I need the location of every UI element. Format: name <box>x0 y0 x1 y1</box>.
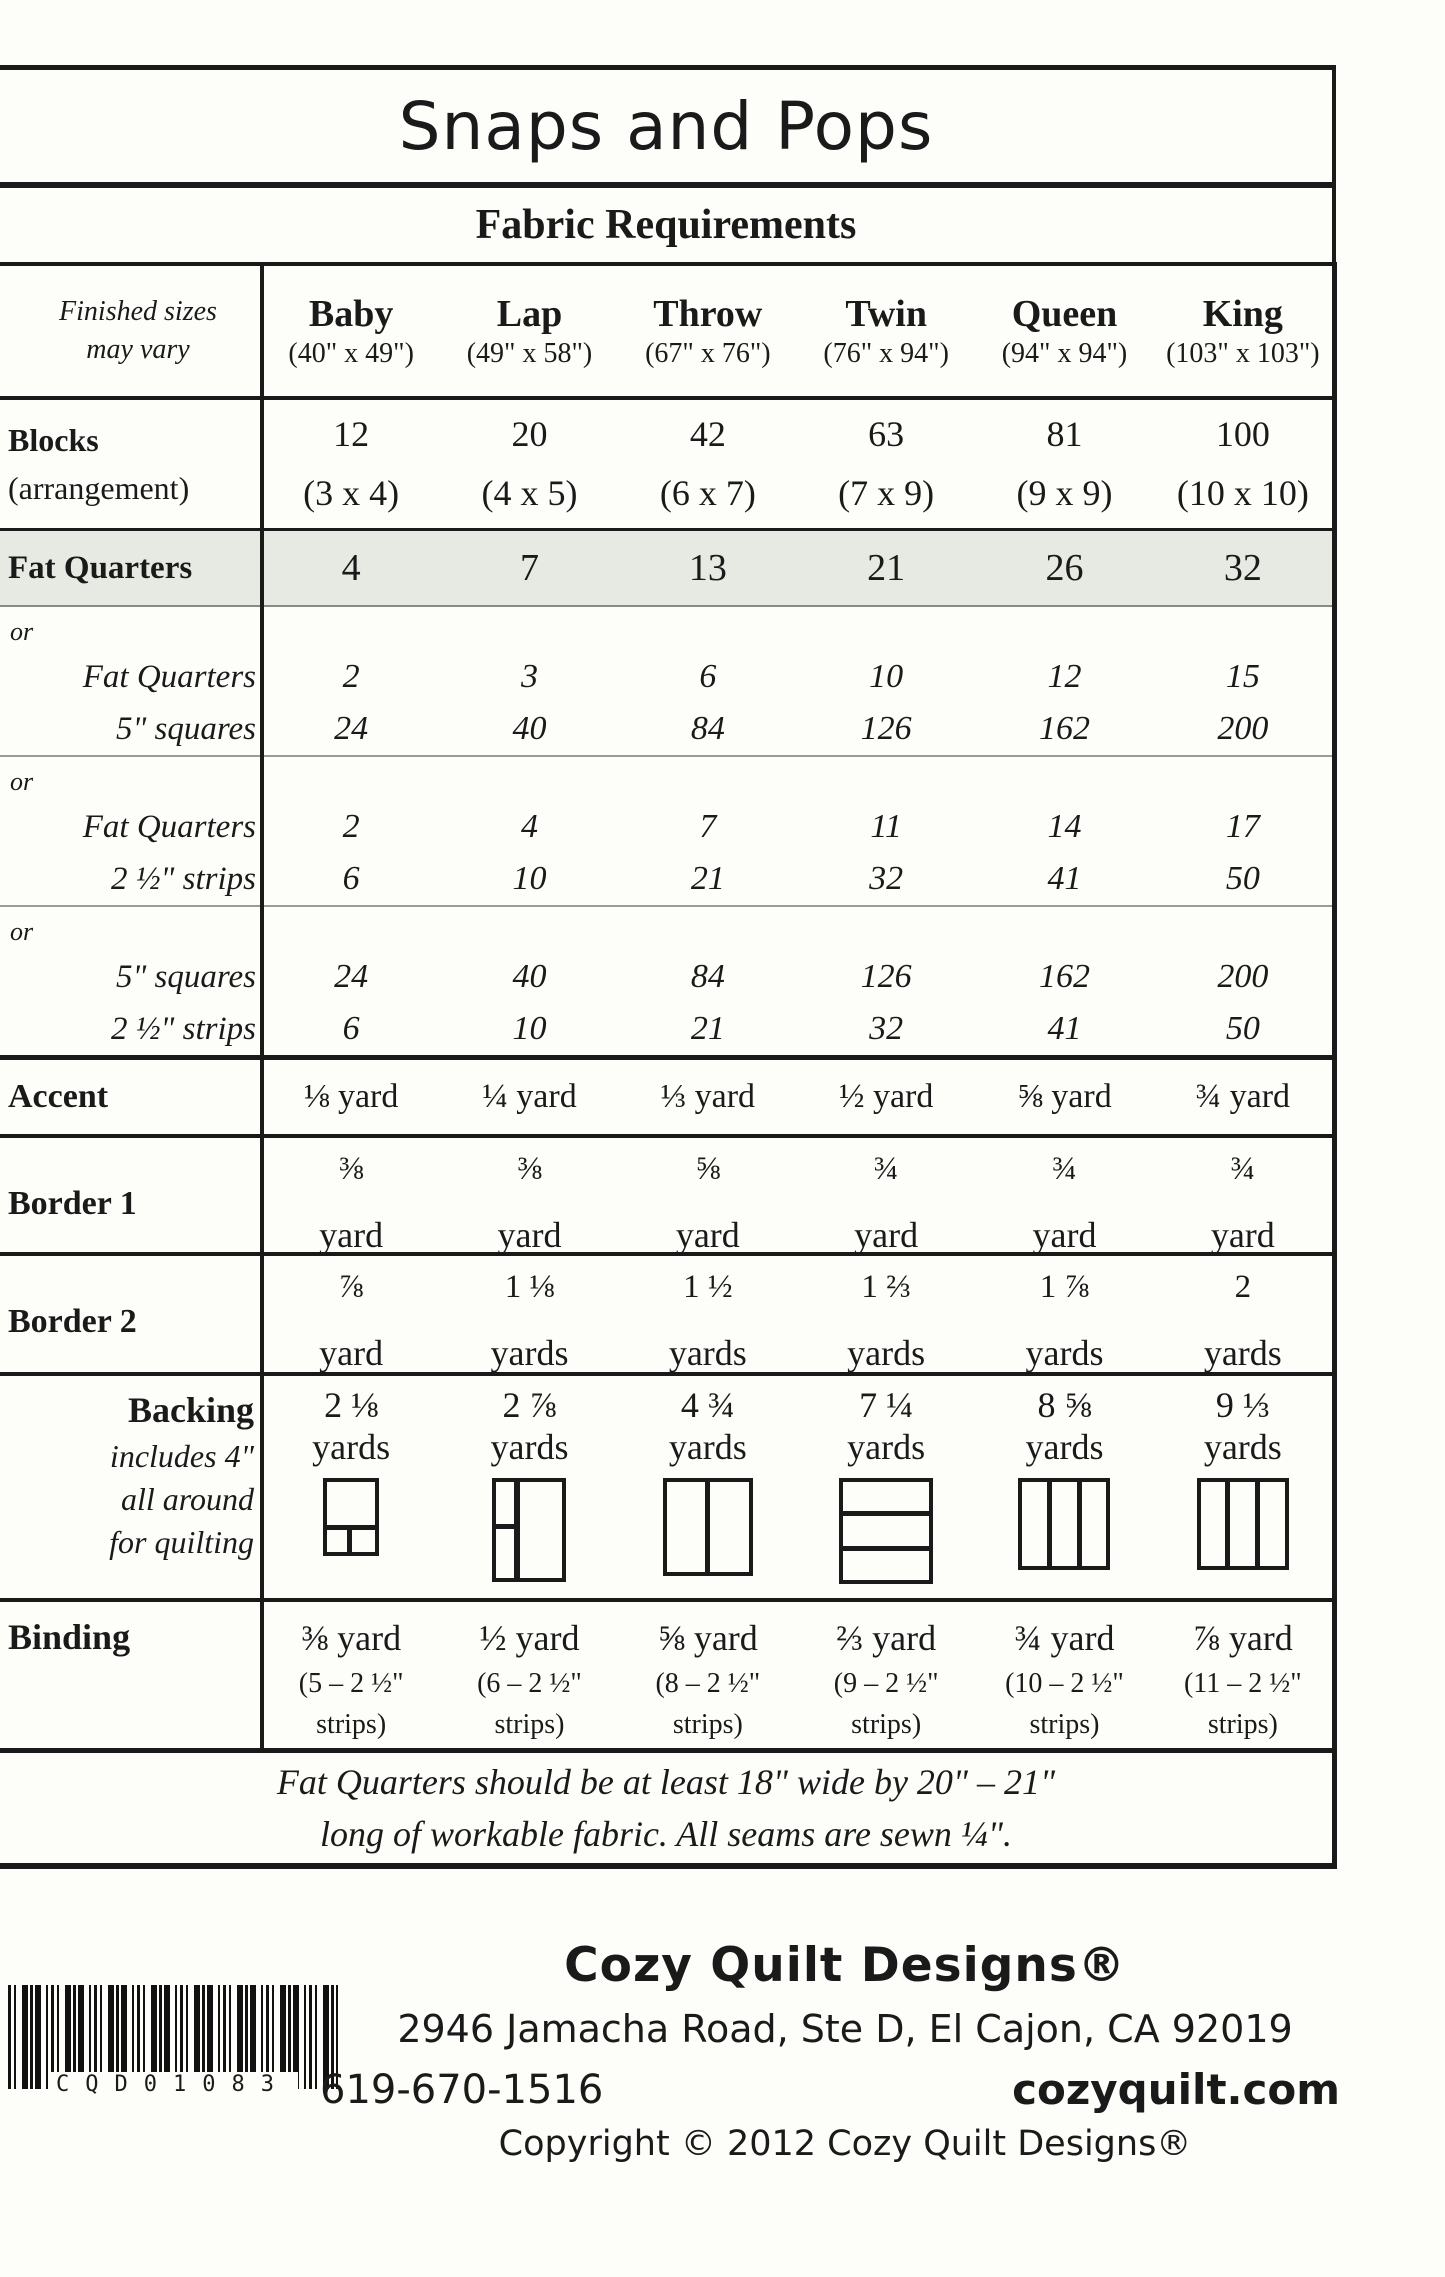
backing-diagram-three-vertical-panels <box>1197 1478 1289 1570</box>
contact-row <box>310 2065 1380 2114</box>
or-label: or <box>10 917 34 946</box>
binding-king: ⅞ yard (11 – 2 ½" strips) <box>1183 1618 1302 1740</box>
binding-throw: ⅝ yard (8 – 2 ½" strips) <box>655 1618 761 1740</box>
backing-diagram-three-vertical-panels <box>1018 1478 1110 1570</box>
row-backing <box>0 1376 1332 1602</box>
column-header-king: King (103" x 103") <box>1166 293 1320 369</box>
border2-label: Border 2 <box>8 1302 137 1340</box>
row-accent: Accent ⅛ yard ¼ yard ⅓ yard ½ yard ⅝ yard ¾ yard <box>0 1060 1332 1138</box>
blocks-queen: 81 (9 x 9) <box>1016 413 1113 513</box>
blocks-lap: 20 (4 x 5) <box>481 413 578 513</box>
row-border-2: Border 2 ⅞ yard 1 ⅛ yards 1 ½ yards 1 ⅔ yards 1 ⅞ yards 2 yards <box>0 1256 1332 1376</box>
fabric-requirements-table <box>0 262 1337 1869</box>
blocks-throw: 42 (6 x 7) <box>659 413 756 513</box>
or1-fat-quarters-row: Fat Quarters 2 3 6 10 12 15 <box>82 658 1260 695</box>
or3-squares-row: 5" squares 24 40 84 126 162 200 <box>115 958 1269 995</box>
or-group-fat-quarters-5in-squares <box>0 607 1332 757</box>
backing-queen: 8 ⅝ yards <box>975 1376 1153 1570</box>
binding-queen: ¾ yard (10 – 2 ½" strips) <box>1005 1618 1124 1740</box>
barcode <box>8 1985 338 2097</box>
blocks-label: Blocks (arrangement) <box>8 422 190 506</box>
blocks-king: 100 (10 x 10) <box>1176 413 1309 513</box>
accent-label: Accent <box>8 1078 109 1115</box>
backing-twin: 7 ¼ yards <box>797 1376 975 1584</box>
barcode-text: CQD01083 <box>48 2072 298 2097</box>
column-header-throw: Throw (67" x 76") <box>645 293 771 369</box>
backing-label: Backing includes 4" all around for quilting <box>109 1390 254 1560</box>
backing-king: 9 ⅓ yards <box>1154 1376 1332 1570</box>
column-header-lap: Lap (49" x 58") <box>466 293 593 369</box>
or-label: or <box>10 767 34 796</box>
column-header-queen: Queen (94" x 94") <box>1001 293 1128 369</box>
copyright-line: Copyright © 2012 Cozy Quilt Designs® <box>498 2124 1192 2164</box>
publisher-phone: 619-670-1516 <box>320 2066 604 2113</box>
page-subtitle: Fabric Requirements <box>475 202 857 248</box>
or2-strips-row: 2 ½" strips 6 10 21 32 41 50 <box>111 860 1260 897</box>
backing-throw: 4 ¾ yards <box>619 1376 797 1576</box>
backing-diagram-split-left-column <box>492 1478 566 1582</box>
fat-quarters-label: Fat Quarters <box>8 549 193 586</box>
table-header-row <box>0 266 1332 400</box>
binding-twin: ⅔ yard (9 – 2 ½" strips) <box>833 1618 939 1740</box>
or1-squares-row: 5" squares 24 40 84 126 162 200 <box>115 710 1269 747</box>
blocks-baby: 12 (3 x 4) <box>303 413 400 513</box>
publisher-block <box>310 1938 1380 2164</box>
subtitle-band <box>0 188 1336 262</box>
binding-label: Binding <box>8 1617 131 1657</box>
backing-lap: 2 ⅞ yards <box>440 1376 618 1582</box>
or3-strips-row: 2 ½" strips 6 10 21 32 41 50 <box>111 1010 1260 1047</box>
or-label: or <box>10 617 34 646</box>
binding-lap: ½ yard (6 – 2 ½" strips) <box>477 1618 582 1740</box>
column-header-baby: Baby (40" x 49") <box>288 293 414 369</box>
backing-diagram-two-vertical-panels <box>663 1478 753 1576</box>
finished-sizes-note: Finished sizes may vary <box>59 296 217 365</box>
label-column-divider <box>260 266 264 1750</box>
publisher-website: cozyquilt.com <box>1012 2065 1340 2114</box>
page-title: Snaps and Pops <box>398 87 934 165</box>
row-blocks <box>0 400 1332 531</box>
backing-baby: 2 ⅛ yards <box>262 1376 440 1556</box>
row-binding <box>0 1602 1332 1753</box>
or-group-fat-quarters-strips <box>0 757 1332 907</box>
binding-baby: ⅜ yard (5 – 2 ½" strips) <box>298 1618 404 1740</box>
row-fat-quarters: Fat Quarters 4 7 13 21 26 32 <box>0 531 1332 607</box>
column-header-twin: Twin (76" x 94") <box>823 293 949 369</box>
publisher-address: 2946 Jamacha Road, Ste D, El Cajon, CA 92019 <box>397 2007 1293 2051</box>
fat-quarter-footnote: Fat Quarters should be at least 18" wide by 20" – 21" long of workable fabric. All seams are sewn ¼". <box>276 1761 1056 1854</box>
brand-logo-text: Cozy Quilt Designs® <box>564 1938 1126 1993</box>
row-border-1: Border 1 ⅜ yard ⅜ yard ⅝ yard ¾ yard ¾ yard ¾ yard <box>0 1138 1332 1256</box>
or-group-squares-strips <box>0 907 1332 1060</box>
blocks-twin: 63 (7 x 9) <box>838 413 935 513</box>
backing-diagram-three-horizontal-panels <box>839 1478 933 1584</box>
border1-label: Border 1 <box>8 1184 137 1222</box>
title-band <box>0 65 1336 188</box>
or2-fat-quarters-row: Fat Quarters 2 4 7 11 14 17 <box>82 808 1260 845</box>
backing-diagram-one-panel-over-two <box>323 1478 379 1556</box>
